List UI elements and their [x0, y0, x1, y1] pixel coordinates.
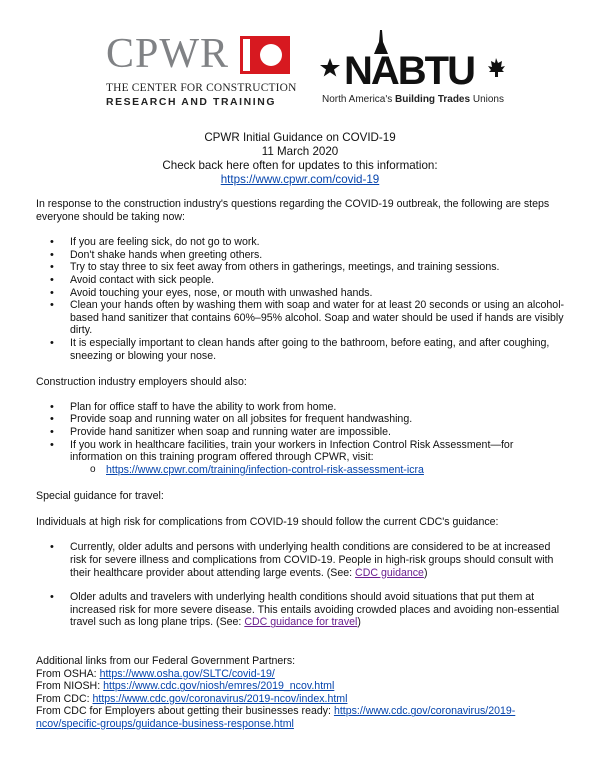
federal-links-section — [36, 655, 566, 731]
cpwr-logo — [106, 31, 297, 109]
icra-sublist — [36, 464, 566, 477]
nabtu-logo — [318, 28, 518, 112]
cdc-employers-link[interactable]: https://www.cdc.gov/coronavirus/2019-ncov/specific-groups/guidance-business-response.html — [36, 705, 516, 730]
travel-guidance-list — [36, 541, 566, 629]
list-item: • Avoid contact with sick people. — [36, 274, 566, 287]
list-item: • Provide soap and running water on all jobsites for frequent handwashing. — [36, 413, 566, 426]
icra-training-link[interactable]: https://www.cpwr.com/training/infection-control-risk-assessment-icra — [106, 463, 424, 476]
cdc-travel-guidance-link[interactable]: CDC guidance for travel — [244, 616, 358, 629]
list-item: • It is especially important to clean hands after going to the bathroom, before eating, and after coughing, sneezing or blowing your nose. — [36, 337, 566, 362]
osha-link[interactable]: https://www.osha.gov/SLTC/covid-19/ — [99, 667, 275, 680]
cpwr-emblem-icon — [240, 36, 290, 74]
nabtu-wordmark: NABTU — [344, 49, 474, 92]
list-item: • Older adults and travelers with underlying health conditions should avoid situations that put them at increased risk for more severe disease. This entails avoiding crowded places and avoiding non-essential travel such as long plane trips. (See: CDC guidance for travel) — [36, 591, 566, 629]
list-item: • If you work in healthcare facilities, train your workers in Infection Control Risk Assessment—for information on this training program offered through CPWR, visit: — [36, 439, 566, 464]
list-item: • Try to stay three to six feet away from others in gatherings, meetings, and training sessions. — [36, 261, 566, 274]
nabtu-tagline: North America's Building Trades Unions — [322, 94, 504, 105]
links-heading: Additional links from our Federal Government Partners: — [36, 655, 296, 668]
nabtu-wordmark-graphic — [318, 28, 518, 92]
list-item: • Don't shake hands when greeting others. — [36, 249, 566, 262]
travel-heading: Special guidance for travel: — [36, 490, 164, 503]
document-body — [36, 198, 566, 731]
cdc-link-line: From CDC: https://www.cdc.gov/coronavirus/2019-ncov/index.html — [36, 692, 348, 705]
list-item: • Plan for office staff to have the ability to work from home. — [36, 401, 566, 414]
list-item: • Avoid touching your eyes, nose, or mouth with unwashed hands. — [36, 287, 566, 300]
document-title: CPWR Initial Guidance on COVID-19 — [204, 131, 396, 144]
high-risk-intro: Individuals at high risk for complications from COVID-19 should follow the current CDC's guidance: — [36, 515, 499, 528]
cpwr-subtitle-line2: RESEARCH AND TRAINING — [106, 96, 277, 108]
list-item — [36, 464, 566, 477]
cpwr-wordmark: CPWR — [106, 31, 230, 77]
cdc-employers-link-line: From CDC for Employers about getting their businesses ready: https://www.cdc.gov/coronavirus/2019-ncov/specific-groups/guidance-business-response.html — [36, 705, 516, 730]
cdc-guidance-link[interactable]: CDC guidance — [355, 566, 424, 579]
header-logos — [0, 28, 600, 113]
star-icon — [320, 58, 340, 77]
cdc-link[interactable]: https://www.cdc.gov/coronavirus/2019-ncov/index.html — [92, 692, 348, 705]
employers-intro: Construction industry employers should also: — [36, 376, 247, 389]
employer-steps-list — [36, 401, 566, 464]
maple-leaf-icon — [488, 58, 505, 77]
list-item: • If you are feeling sick, do not go to work. — [36, 236, 566, 249]
intro-paragraph: In response to the construction industry's questions regarding the COVID-19 outbreak, the following are steps everyone should be taking now: — [36, 198, 550, 223]
document-heading — [0, 131, 600, 187]
niosh-link-line: From NIOSH: https://www.cdc.gov/niosh/emres/2019_ncov.html — [36, 680, 335, 693]
everyone-steps-list — [36, 236, 566, 362]
check-back-text: Check back here often for updates to this information: — [162, 159, 438, 172]
niosh-link[interactable]: https://www.cdc.gov/niosh/emres/2019_ncov.html — [103, 680, 335, 693]
list-item: • Clean your hands often by washing them with soap and water for at least 20 seconds or using an alcohol-based hand sanitizer that contains 60%–95% alcohol. Soap and water should be used if hands are visibly dirty. — [36, 299, 566, 337]
osha-link-line: From OSHA: https://www.osha.gov/SLTC/covid-19/ — [36, 667, 275, 680]
list-item: • Currently, older adults and persons with underlying health conditions are considered to be at increased risk for severe illness and complications from COVID-19. People in high-risk groups should consult with their healthcare provider about attending large events. (See: CDC guidance) — [36, 541, 566, 579]
list-item: • Provide hand sanitizer when soap and running water are impossible. — [36, 426, 566, 439]
document-date: 11 March 2020 — [261, 145, 339, 158]
covid-page-link[interactable]: https://www.cpwr.com/covid-19 — [220, 173, 380, 186]
cpwr-subtitle-line1: THE CENTER FOR CONSTRUCTION — [106, 82, 297, 94]
